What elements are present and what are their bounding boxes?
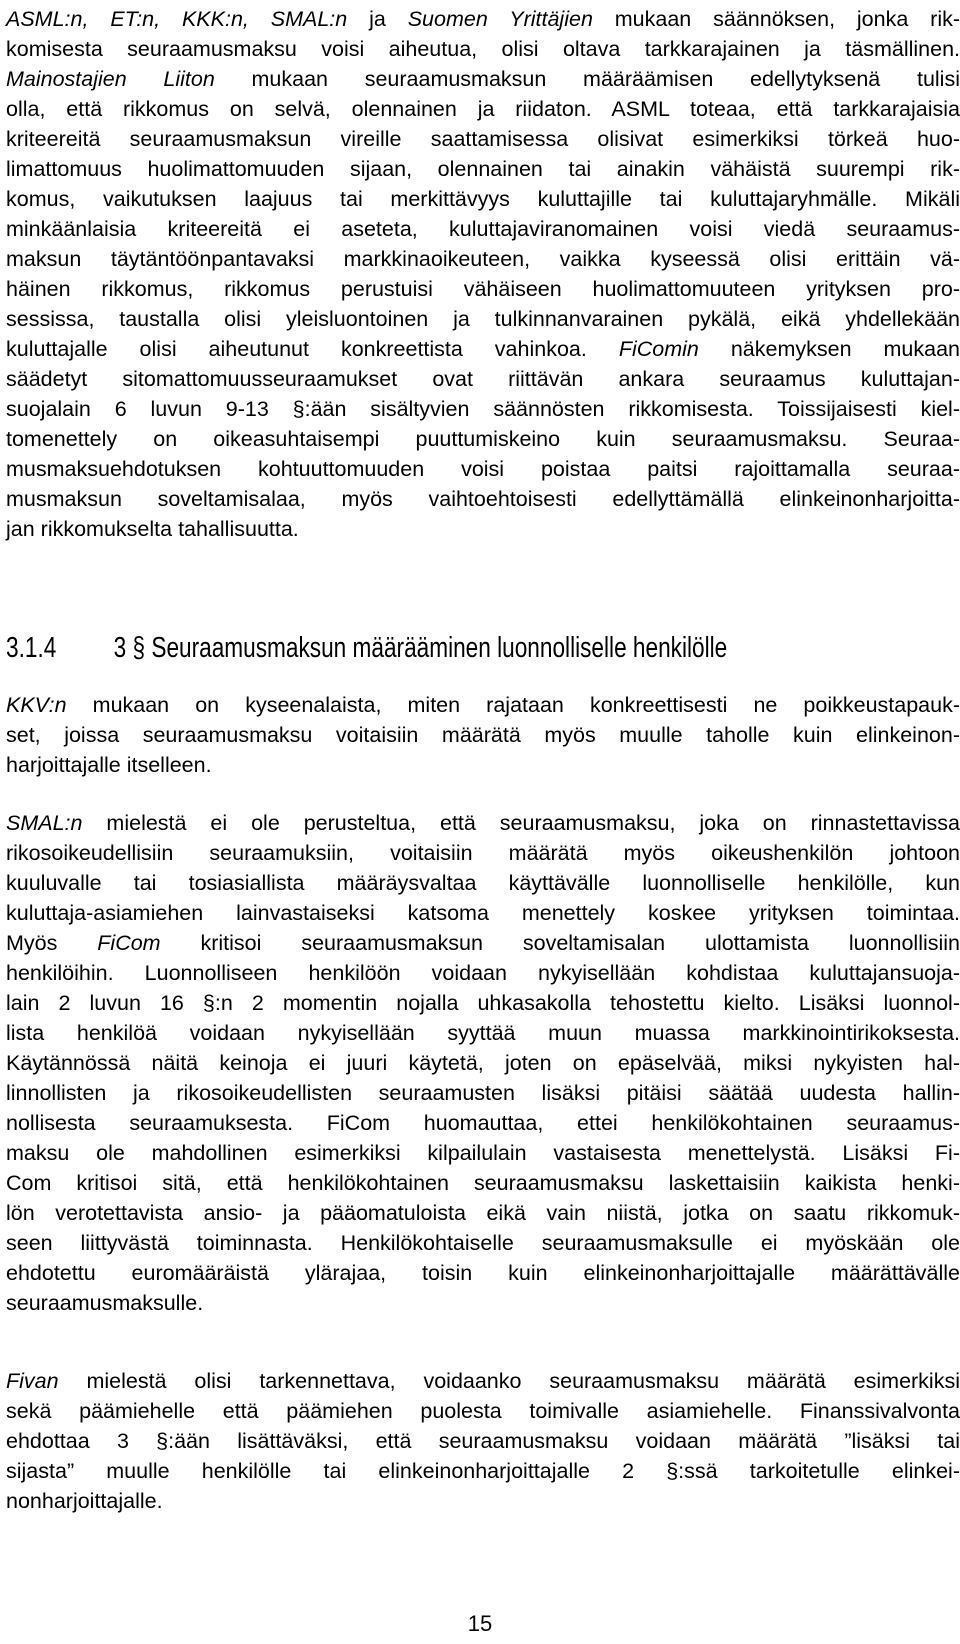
italic-text: FiCom (97, 931, 161, 955)
text-line (6, 1078, 960, 1108)
text-line (6, 1018, 960, 1048)
text-line (6, 184, 960, 214)
text-segment: sessissa, taustalla olisi yleisluontoinen ja tulkinnanvarainen pykälä, eikä yhdellekään (6, 307, 960, 331)
page-number: 15 (467, 1611, 493, 1636)
text-segment: limattomuus huolimattomuuden sijaan, olennainen tai ainakin vähäistä suurempi rik- (6, 157, 960, 181)
text-line (6, 690, 960, 720)
text-segment: nonharjoittajalle. (6, 1489, 163, 1513)
text-line (6, 808, 960, 838)
text-segment: tomenettely on oikeasuhtaisempi puuttumiskeino kuin seuraamusmaksu. Seuraa- (6, 427, 960, 451)
text-segment: Myös (6, 931, 98, 955)
text-segment: nollisesta seuraamuksesta. FiCom huomauttaa, ettei henkilökohtainen seuraamus- (6, 1111, 960, 1135)
text-segment: mukaan seuraamusmaksun määräämisen edellytyksenä tulisi (214, 67, 960, 91)
text-line (6, 304, 960, 334)
text-segment: ja (347, 7, 408, 31)
text-segment: rikosoikeudellisiin seuraamuksiin, voitaisiin määrätä myös oikeushenkilön johtoon (6, 841, 960, 865)
text-line (6, 1366, 960, 1396)
text-segment: musmaksun soveltamisalaa, myös vaihtoehtoisesti edellyttämällä elinkeinonharjoitta- (6, 487, 960, 511)
text-segment: kriteereitä seuraamusmaksun vireille saattamisessa olisivat esimerkiksi törkeä huo- (6, 127, 960, 151)
text-segment: häinen rikkomus, rikkomus perustuisi vähäiseen huolimattomuuteen yrityksen pro- (6, 277, 960, 301)
text-segment: jan rikkomukselta tahallisuutta. (6, 517, 299, 541)
text-segment: kuluttaja-asiamiehen lainvastaiseksi katsoma menettely koskee yrityksen toimintaa. (6, 901, 960, 925)
text-line (6, 988, 960, 1018)
text-line (6, 394, 960, 424)
italic-text: Fivan (6, 1369, 59, 1393)
italic-text: SMAL:n (6, 811, 83, 835)
text-line (6, 1258, 960, 1288)
text-segment: mielestä ei ole perusteltua, että seuraamusmaksu, joka on rinnastettavissa (82, 811, 960, 835)
italic-text: Mainostajien Liiton (6, 67, 215, 91)
text-line (6, 4, 960, 34)
text-segment: maksu ole mahdollinen esimerkiksi kilpailulain vastaisesta menettelystä. Lisäksi Fi- (6, 1141, 960, 1165)
italic-text: FiComin (618, 337, 699, 361)
text-line (6, 124, 960, 154)
text-segment: kritisoi seuraamusmaksun soveltamisalan ulottamista luonnollisiin (160, 931, 960, 955)
text-line (6, 928, 960, 958)
text-segment: seuraamusmaksulle. (6, 1291, 204, 1315)
text-line (6, 424, 960, 454)
italic-text: ASML:n, ET:n, KKK:n, SMAL:n (6, 7, 348, 31)
text-line (6, 1168, 960, 1198)
text-line (6, 64, 960, 94)
text-line (6, 1426, 960, 1456)
text-segment: komisesta seuraamusmaksu voisi aiheutua, olisi oltava tarkkarajainen ja täsmällinen. (6, 37, 960, 61)
text-line (6, 1456, 960, 1486)
text-line (6, 244, 960, 274)
text-segment: olla, että rikkomus on selvä, olennainen ja riidaton. ASML toteaa, että tarkkarajaisia (6, 97, 960, 121)
text-line (6, 94, 960, 124)
section-title: 3 § Seuraamusmaksun määrääminen luonnolliselle henkilölle (113, 632, 728, 664)
text-segment: harjoittajalle itselleen. (6, 753, 212, 777)
paragraph-1 (6, 4, 960, 544)
text-segment: henkilöihin. Luonnolliseen henkilöön voidaan nykyisellään kohdistaa kuluttajansuoja- (6, 961, 960, 985)
text-line (6, 1288, 960, 1318)
text-segment: näkemyksen mukaan (698, 337, 960, 361)
text-line (6, 958, 960, 988)
text-segment: komus, vaikutuksen laajuus tai merkittävyys kuluttajille tai kuluttajaryhmälle. Mikäli (6, 187, 960, 211)
text-line (6, 484, 960, 514)
text-segment: mukaan säännöksen, jonka rik- (592, 7, 960, 31)
text-line (6, 364, 960, 394)
text-line (6, 154, 960, 184)
text-segment: maksun täytäntöönpantavaksi markkinaoikeuteen, vaikka kyseessä olisi erittäin vä- (6, 247, 960, 271)
text-line (6, 1198, 960, 1228)
paragraph-2 (6, 690, 960, 780)
text-line (6, 868, 960, 898)
text-segment: ehdottaa 3 §:ään lisättäväksi, että seuraamusmaksu voidaan määrätä ”lisäksi tai (6, 1429, 960, 1453)
text-segment: set, joissa seuraamusmaksu voitaisiin määrätä myös muulle taholle kuin elinkeinon- (6, 723, 960, 747)
text-line (6, 34, 960, 64)
text-segment: lön verotettavista ansio- ja pääomatuloista eikä vain niistä, jotka on saatu rikkomuk- (6, 1201, 960, 1225)
paragraph-3 (6, 808, 960, 1318)
section-number: 3.1.4 (6, 632, 57, 664)
text-segment: linnollisten ja rikosoikeudellisten seuraamusten lisäksi pitäisi säätää uudesta hallin- (6, 1081, 960, 1105)
paragraph-4 (6, 1366, 960, 1516)
text-line (6, 334, 960, 364)
text-segment: lain 2 luvun 16 §:n 2 momentin nojalla uhkasakolla tehostettu kielto. Lisäksi luonnol- (6, 991, 960, 1015)
italic-text: Suomen Yrittäjien (407, 7, 593, 31)
text-line (6, 1228, 960, 1258)
text-segment: sijasta” muulle henkilölle tai elinkeinonharjoittajalle 2 §:ssä tarkoitetulle elinkei- (6, 1459, 960, 1483)
text-segment: Com kritisoi sitä, että henkilökohtainen seuraamusmaksu laskettaisiin kaikista henki- (6, 1171, 960, 1195)
text-segment: seen liittyvästä toiminnasta. Henkilökohtaiselle seuraamusmaksulle ei myöskään ole (6, 1231, 960, 1255)
text-segment: lista henkilöä voidaan nykyisellään syyttää muun muassa markkinointirikoksesta. (6, 1021, 960, 1045)
text-segment: mukaan on kyseenalaista, miten rajataan konkreettisesti ne poikkeustapauk- (66, 693, 960, 717)
text-segment: musmaksuehdotuksen kohtuuttomuuden voisi poistaa paitsi rajoittamalla seuraa- (6, 457, 960, 481)
text-line (6, 750, 960, 780)
text-line (6, 720, 960, 750)
text-segment: minkäänlaisia kriteereitä ei aseteta, kuluttajaviranomainen voisi viedä seuraamus- (6, 217, 960, 241)
text-segment: suojalain 6 luvun 9-13 §:ään sisältyvien säännösten rikkomisesta. Toissijaisesti kiel- (6, 397, 960, 421)
text-segment: ehdotettu euromääräistä ylärajaa, toisin kuin elinkeinonharjoittajalle määrättävälle (6, 1261, 960, 1285)
text-segment: kuuluvalle tai tosiasiallista määräysvaltaa käyttävälle luonnolliselle henkilölle, kun (6, 871, 960, 895)
text-line (6, 1138, 960, 1168)
text-segment: säädetyt sitomattomuusseuraamukset ovat riittävän ankara seuraamus kuluttajan- (6, 367, 960, 391)
text-line (6, 454, 960, 484)
text-segment: mielestä olisi tarkennettava, voidaanko seuraamusmaksu määrätä esimerkiksi (58, 1369, 960, 1393)
text-line (6, 1108, 960, 1138)
text-line (6, 838, 960, 868)
text-line (6, 274, 960, 304)
section-heading (6, 628, 750, 668)
italic-text: KKV:n (6, 693, 67, 717)
text-line (6, 214, 960, 244)
text-line (6, 1396, 960, 1426)
text-segment: kuluttajalle olisi aiheutunut konkreettista vahinkoa. (6, 337, 619, 361)
text-line (6, 1486, 960, 1516)
text-line (6, 1048, 960, 1078)
text-line (6, 898, 960, 928)
text-segment: Käytännössä näitä keinoja ei juuri käytetä, joten on epäselvää, miksi nykyisten hal- (6, 1051, 960, 1075)
text-line (6, 514, 960, 544)
text-segment: sekä päämiehelle että päämiehen puolesta toimivalle asiamiehelle. Finanssivalvonta (6, 1399, 960, 1423)
